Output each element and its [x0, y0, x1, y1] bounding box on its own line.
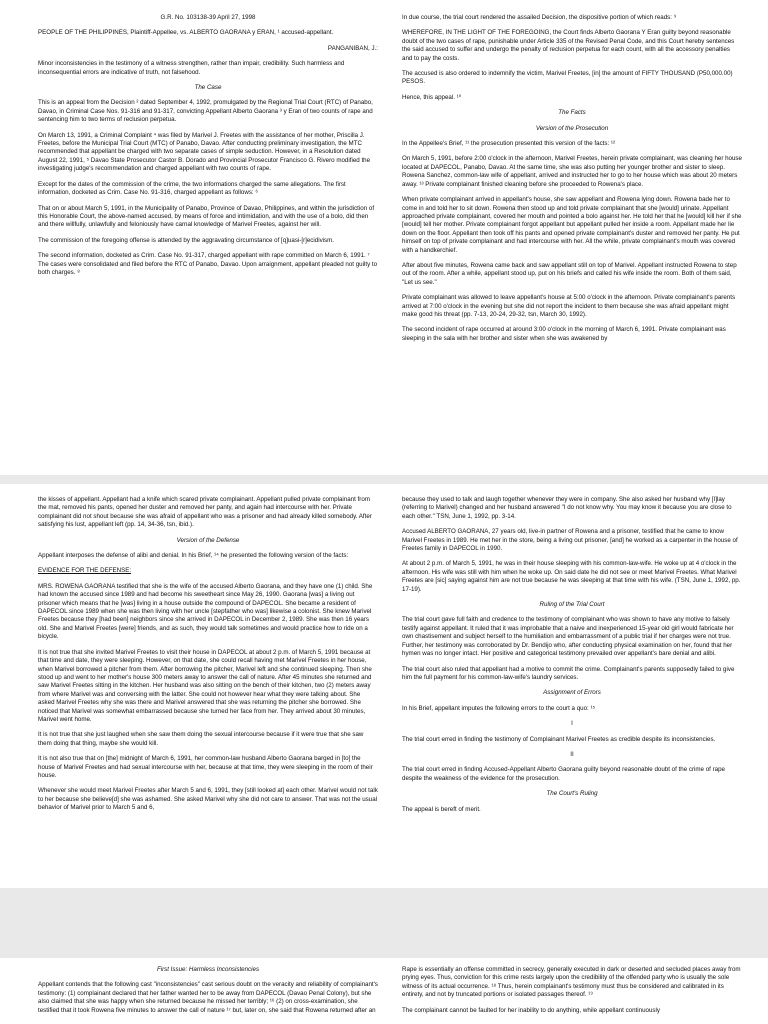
page-gap	[0, 888, 768, 958]
paragraph: Minor inconsistencies in the testimony of a witness strengthen, rather than impair, credibility. Such harmless and inconsequential errors are indicative of truth, not falsehood.	[38, 60, 345, 76]
section-heading: Version of the Defense	[176, 536, 240, 544]
paragraph: It is not true that she invited Marivel Freetes to visit their house in DAPECOL at about 2 p.m. of March 5, 1991 because at that time and date, they were sleeping. However, on that date, she could recall having met Marivel Freetes in her house, when Marivel borrowed a pitcher from them. After borrowing the pitcher, Marivel left and she continued sleeping. Then she stood up and went to her mother's house 300 meters away to answer the call of nature. After 45 minutes she returned and saw Marivel Freetes sitting in the kitchen. Her husband was also sitting on the bench of their kitchen, two (2) meters away from where Marivel was and conversing with the latter. She could not however hear what they were talking about. She asked Marivel Freetes why she was there and Marivel answered that she was returning the pitcher she borrowed. She noticed that Marivel was somewhat embarrassed because she turned her face from her. They arrived about 30 minutes, Marivel went home.	[38, 648, 372, 723]
section-heading: The Case	[194, 84, 222, 92]
document-page-2	[0, 484, 768, 888]
page3-left-column	[38, 966, 378, 1022]
paragraph: Rape is essentially an offense committed in secrecy, generally executed in dark or deserted and secluded places away from prying eyes. Thus, conviction for this crime rests largely upon the credibility of the offended party who is usually the sole witness of its actual occurrence. ¹⁸ Thus, herein complainant's testimony must thus be considered and calibrated in its entirety, and not by truncated portions or isolated passages thereof. ¹⁹	[402, 966, 741, 999]
paragraph: Private complainant was allowed to leave appellant's house at 5:00 o'clock in the afternoon. Private complainant's parents arrived at 7:00 o'clock in the evening but she did not report the incident to them because she was afraid appellant might make good his threat (pp. 7-13, 20-24, 29-32, tsn, March 30, 1992).	[402, 294, 736, 318]
paragraph: The appeal is bereft of merit.	[402, 805, 481, 813]
section-heading: The Court's Ruling	[546, 790, 598, 798]
paragraph: It is not also true that on [the] midnight of March 6, 1991, her common-law husband Alberto Gaorana barged in [to] the house of Marivel Freetes and had sexual intercourse with her, because at that time, they were sleeping in the room of their house.	[38, 755, 373, 779]
paragraph: In due course, the trial court rendered the assailed Decision, the dispositive portion of which reads: ⁹	[402, 14, 677, 21]
page1-left-column	[38, 14, 378, 284]
paragraph: II	[570, 750, 574, 758]
paragraph: WHEREFORE, IN THE LIGHT OF THE FOREGOING, the Court finds Alberto Gaorana Y Eran guilty beyond reasonable doubt of the two cases of rape, punishable under Article 335 of the Revised Penal Code, and this Court hereby sentences the said accused to suffer and undergo the penalty of reclusion perpetua for each count, with all the accessory penalties and to pay the costs.	[402, 29, 735, 62]
paragraph: After about five minutes, Rowena came back and saw appellant still on top of Marivel. Appellant instructed Rowena to step out of the room. After a while, appellant stood up, put on his briefs and called his wife inside the room. Both of them said, "Let us see."	[402, 261, 737, 286]
paragraph: In his Brief, appellant imputes the following errors to the court a quo: ¹⁵	[402, 704, 596, 712]
document-page-3	[0, 958, 768, 1024]
paragraph: Whenever she would meet Marivel Freetes after March 5 and 6, 1991, they [still looked at] each other. Marivel would not talk to her because she believe[d] she was ashamed. She asked Marivel why she did not care to answer. That was not the usual behavior of Marivel prior to March 5 and 6,	[38, 787, 378, 812]
page2-left-column	[38, 496, 378, 820]
paragraph: Except for the dates of the commission of the crime, the two informations charged the same allegations. The first information, docketed as Crim. Case No. 91-316, charged appellant as follows: ⁶	[38, 180, 346, 197]
section-heading: Version of the Prosecution	[535, 124, 609, 132]
section-heading: The Facts	[558, 109, 586, 117]
paragraph: On March 5, 1991, before 2:00 o'clock in the afternoon, Marivel Freetes, herein private complainant, was cleaning her house located at DAPECOL, Panabo, Davao. At the same time, she was also putting her younger brother and sister to sleep. Rowena Sanchez, common-law wife of appellant, arrived and instructed her to go to her house which was about 20 meters away. ¹³ Private complainant finished cleaning before she proceeded to Rowena's place.	[402, 155, 742, 188]
paragraph: Appellant contends that the following cast "inconsistencies" cast serious doubt on the veracity and reliability of complainant's testimony: (1) complainant declared that her father wanted her to be away from DAPECOL (Davao Penal Colony), but she also claimed that she was happy when she returned because he missed her terribly; ¹⁶ (2) on cross-examination, she testified that it took Rowena five minutes to answer the call of nature ¹⁷ but, later on, she said that Rowena returned after an	[38, 981, 378, 1014]
paragraph: On March 13, 1991, a Criminal Complaint ⁴ was filed by Marivel J. Freetes with the assistance of her mother, Priscilla J. Freetes, before the Municipal Trial Court (MTC) of Panabo, Davao. After conducting preliminary investigation, the MTC recommended that appellant be charged with two separate cases of simple seduction. However, in a Resolution dated August 22, 1991, ⁵ Davao State Prosecutor Castor B. Dorado and Provincial Prosecutor Francisco G. Rivero modified the investigating judge's recommendation and charged appellant with two counts of rape.	[38, 131, 371, 173]
paragraph: Accused ALBERTO GAORANA, 27 years old, live-in partner of Rowena and a prisoner, testified that he came to know Marivel Freetes in 1989. He met her in the store, being a living out prisoner, [and] he worked as a carpenter in the house of Freetes family in DAPECOL in 1990.	[402, 528, 738, 553]
page-gap	[0, 475, 768, 484]
section-heading: First Issue: Harmless Inconsistencies	[156, 966, 260, 973]
paragraph: This is an appeal from the Decision ² dated September 4, 1992, promulgated by the Regional Trial Court (RTC) of Panabo, Davao, in Criminal Case Nos. 91-316 and 91-317, convicting Appellant Alberto Gaorana ³ y Eran of two counts of rape and sentencing him to two terms of reclusion perpetua.	[38, 99, 373, 124]
paragraph: the kisses of appellant. Appellant had a knife which scared private complainant. Appellant pulled private complainant from the mat, removed his pants, opened her duster and removed her panty, and again had intercourse with her. Private complainant did not shout because she was afraid of appellant who was a prisoner and had already killed somebody. After satisfying his lust, appellant left (pp. 14, 34-36, tsn, ibid.).	[38, 496, 372, 529]
paragraph: because they used to talk and laugh together whenever they were in company. She also asked her husband why [I]lay (referring to Marivel) changed and her husband answered "I do not know why. You may know it because you are close to each other." TSN, June 1, 1992, pp. 3-14.	[402, 496, 732, 520]
paragraph: In the Appellee's Brief, ¹¹ the prosecution presented this version of the facts: ¹²	[402, 140, 616, 148]
page1-right-column	[402, 14, 742, 350]
page3-right-column	[402, 966, 742, 1022]
paragraph: When private complainant arrived in appellant's house, she saw appellant and Rowena lying down. Rowena bade her to come in and told her to sit down. Rowena then stood up and told private complainant that she [would] urinate. Appellant approached private complainant, covered her mouth and pointed a bolo against her. He told her that he [would] kill her if she [would] tell her mother. Private complainant forgot appellant but appellant pulled her inside a room. Appellant made her lie down on the floor. Appellant then took off his pants and opened private complainant's duster and removed her panty. He put himself on top of private complainant and had intercourse with her. All the while, private complainant's mouth was covered with a handkerchief.	[402, 196, 742, 254]
document-page-1	[0, 0, 768, 475]
section-heading: Ruling of the Trial Court	[539, 601, 605, 609]
paragraph: EVIDENCE FOR THE DEFENSE:	[38, 567, 132, 575]
page2-right-column	[402, 496, 742, 821]
paragraph: MRS. ROWENA GAORANA testified that she is the wife of the accused Alberto Gaorana, and they have one (1) child. She had known the accused since 1989 and had become his sweetheart since May 26, 1990. Gaorana [was] a living out prisoner which means that he [was] living in a house outside the compound of DAPECOL. She became a resident of DAPECOL since 1989 when she was then living with her uncle [stepfather who was] likewise a colonist. She knew Marivel Freetes because they [had been] neighbors since she arrived in DAPECOL in December 2, 1989. She was then 16 years old. She and Marivel Freetes [were] friends, and as such, they would talk sometimes and would practice how to ride on a bicycle.	[38, 582, 373, 641]
paragraph: It is not true that she just laughed when she saw them doing the sexual intercourse because if it were true that she saw them doing that thing, maybe she would kill.	[38, 731, 364, 747]
paragraph: The trial court erred in finding the testimony of Complainant Marivel Freetes as credible despite its inconsistencies.	[402, 735, 716, 743]
paragraph: The trial court gave full faith and credence to the testimony of complainant who was shown to have any motive to falsely testify against appellant. It ruled that it was improbable that a naive and inexperienced 15-year old girl would fabricate her own chastisement and subject herself to the humiliation and embarrassment of a public trial if her charges were not true. Further, her testimony was corroborated by Dr. Bendijo who, after conducting physical examination on her, found that her hymen was no longer intact. Her positive and categorical testimony prevailed over appellant's bare denial and alibi.	[402, 616, 734, 658]
paragraph: PANGANIBAN, J.:	[327, 44, 378, 52]
paragraph: Appellant interposes the defense of alibi and denial. In his Brief, ¹⁴ he presented the following version of the facts:	[38, 552, 349, 560]
paragraph: Hence, this appeal. ¹⁰	[402, 93, 462, 101]
paragraph: I	[571, 720, 573, 728]
paragraph: PEOPLE OF THE PHILIPPINES, Plaintiff-Appellee, vs. ALBERTO GAORANA y ERAN, ¹ accused-appellant.	[38, 29, 334, 37]
paragraph: That on or about March 5, 1991, in the Municipality of Panabo, Province of Davao, Philippines, and within the jurisdiction of this Honorable Court, the above-named accused, by means of force and intimidation, and with the use of a bolo, did then and there willfully, unlawfully and feloniously have carnal knowledge of Marivel Freetes, against her will.	[38, 204, 375, 229]
paragraph: The second information, docketed as Crim. Case No. 91-317, charged appellant with rape committed on March 6, 1991. ⁷ The cases were consolidated and filed before the RTC of Panabo, Davao. Upon arraignment, appellant pleaded not guilty to both charges. ⁸	[38, 252, 378, 276]
paragraph: At about 2 p.m. of March 5, 1991, he was in their house sleeping with his common-law-wife. He woke up at 4 o'clock in the afternoon. His wife was still with him when he woke up. On said date he did not see or meet Marivel Freetes. What Marivel Freetes are [sic] saying against him are not true because he was sleeping at that time with his wife. (TSN, June 1, 1992, pp. 17-19).	[402, 560, 741, 593]
paragraph: The second incident of rape occurred at around 3:00 o'clock in the morning of March 6, 1991. Private complainant was sleeping in the sala with her brother and sister when she was awakened by	[402, 326, 726, 342]
section-heading: Assignment of Errors	[543, 689, 601, 697]
paragraph: The accused is also ordered to indemnify the victim, Marivel Freetes, [in] the amount of FIFTY THOUSAND (P50,000.00) PESOS.	[402, 70, 733, 86]
paragraph: The complainant cannot be faulted for her inability to do anything, while appellant continuously	[402, 1006, 660, 1014]
paragraph: The trial court also ruled that appellant had a motive to commit the crime. Complainant's parents supposedly failed to give him the full payment for his common-law-wife's laundry services.	[402, 665, 735, 681]
paragraph: The commission of the foregoing offense is attended by the aggravating circumstance of [q]uasi-[r]ecidivism.	[38, 236, 335, 244]
paragraph: G.R. No. 103138-39 April 27, 1998	[160, 14, 256, 21]
paragraph: The trial court erred in finding Accused-Appellant Alberto Gaorana guilty beyond reasonable doubt of the crime of rape despite the weakness of the evidence for the prosecution.	[402, 766, 725, 782]
